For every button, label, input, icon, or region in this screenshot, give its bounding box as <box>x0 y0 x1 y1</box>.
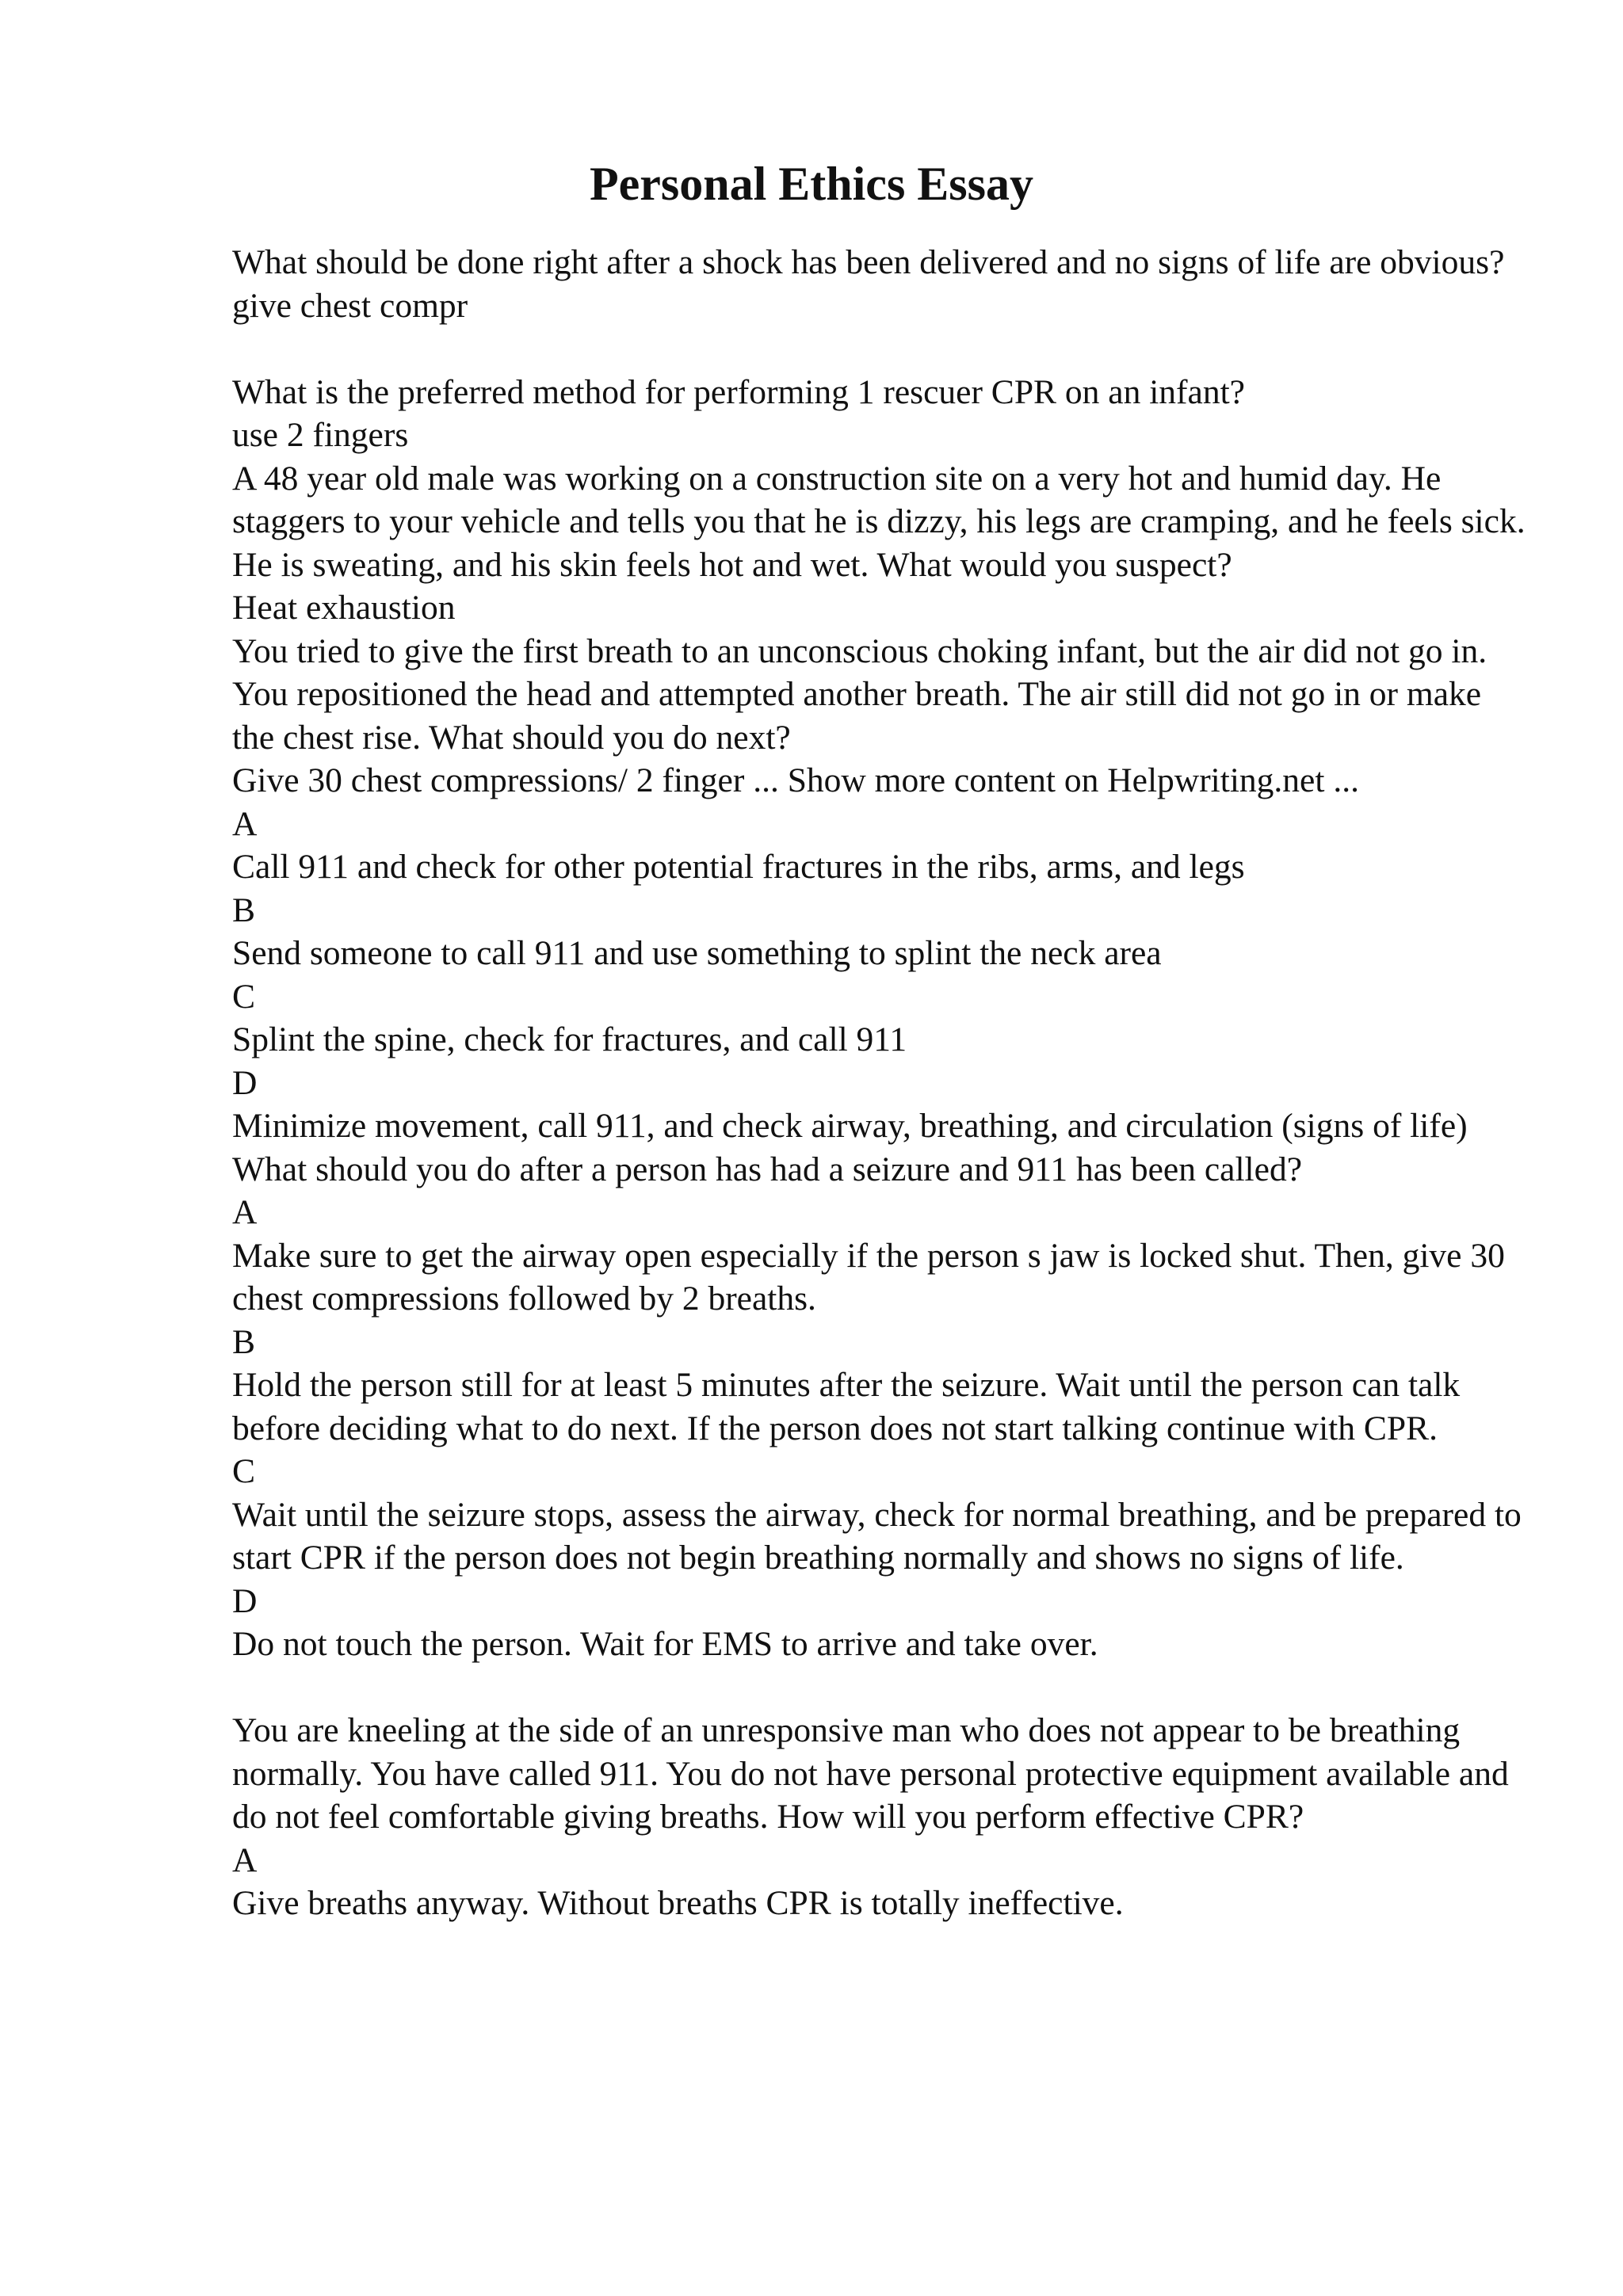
paragraph: Do not touch the person. Wait for EMS to arrive and take over. <box>232 1625 1098 1663</box>
paragraph: use 2 fingers <box>232 416 409 454</box>
option-letter: C <box>232 1452 256 1490</box>
paragraph: Give breaths anyway. Without breaths CPR is totally ineffective. <box>232 1884 1124 1922</box>
paragraph: You tried to give the first breath to an unconscious choking infant, but the air did not go in. You repositioned the head and attempted another breath. The air still did not go in or make the chest rise. What should you do next? <box>232 631 1487 757</box>
paragraph: Minimize movement, call 911, and check airway, breathing, and circulation (signs of life) <box>232 1107 1468 1145</box>
paragraph: Make sure to get the airway open especially if the person s jaw is locked shut. Then, give 30 chest compressions followed by 2 breaths. <box>232 1236 1505 1318</box>
paragraph: Splint the spine, check for fractures, and call 911 <box>232 1020 907 1058</box>
option-letter: A <box>232 1193 258 1231</box>
option-letter: A <box>232 804 258 843</box>
paragraph: You are kneeling at the side of an unresponsive man who does not appear to be breathing normally. You have called 911. You do not have personal protective equipment available and do not feel comfortable giving breaths. How will you perform effective CPR? <box>232 1711 1509 1836</box>
paragraph: Hold the person still for at least 5 minutes after the seizure. Wait until the person can talk before deciding what to do next. If the person does not start talking continue with CPR. <box>232 1366 1461 1447</box>
paragraph: Wait until the seizure stops, assess the airway, check for normal breathing, and be prepared to start CPR if the person does not begin breathing normally and shows no signs of life. <box>232 1495 1522 1577</box>
option-letter: B <box>232 891 256 929</box>
paragraph: Heat exhaustion <box>232 589 456 627</box>
essay-body <box>232 241 1532 1925</box>
option-letter: D <box>232 1581 258 1620</box>
paragraph: A 48 year old male was working on a construction site on a very hot and humid day. He staggers to your vehicle and tells you that he is dizzy, his legs are cramping, and he feels sick. He is sweating, and his skin feels hot and wet. What would you suspect? <box>232 459 1526 584</box>
option-letter: D <box>232 1063 258 1102</box>
blank-line <box>232 327 1532 371</box>
paragraph: Call 911 and check for other potential fractures in the ribs, arms, and legs <box>232 848 1245 886</box>
paragraph: Give 30 chest compressions/ 2 finger ... Show more content on Helpwriting.net ... <box>232 761 1359 799</box>
page-title: Personal Ethics Essay <box>589 158 1034 210</box>
paragraph: What should you do after a person has had a seizure and 911 has been called? <box>232 1150 1303 1188</box>
paragraph: What should be done right after a shock has been delivered and no signs of life are obvious? <box>232 243 1505 281</box>
paragraph: What is the preferred method for performing 1 rescuer CPR on an infant? <box>232 372 1245 411</box>
option-letter: C <box>232 977 256 1016</box>
paragraph: give chest compr <box>232 286 468 325</box>
blank-line <box>232 1666 1532 1710</box>
option-letter: B <box>232 1322 256 1361</box>
paragraph: Send someone to call 911 and use something to splint the neck area <box>232 934 1162 972</box>
option-letter: A <box>232 1840 258 1879</box>
